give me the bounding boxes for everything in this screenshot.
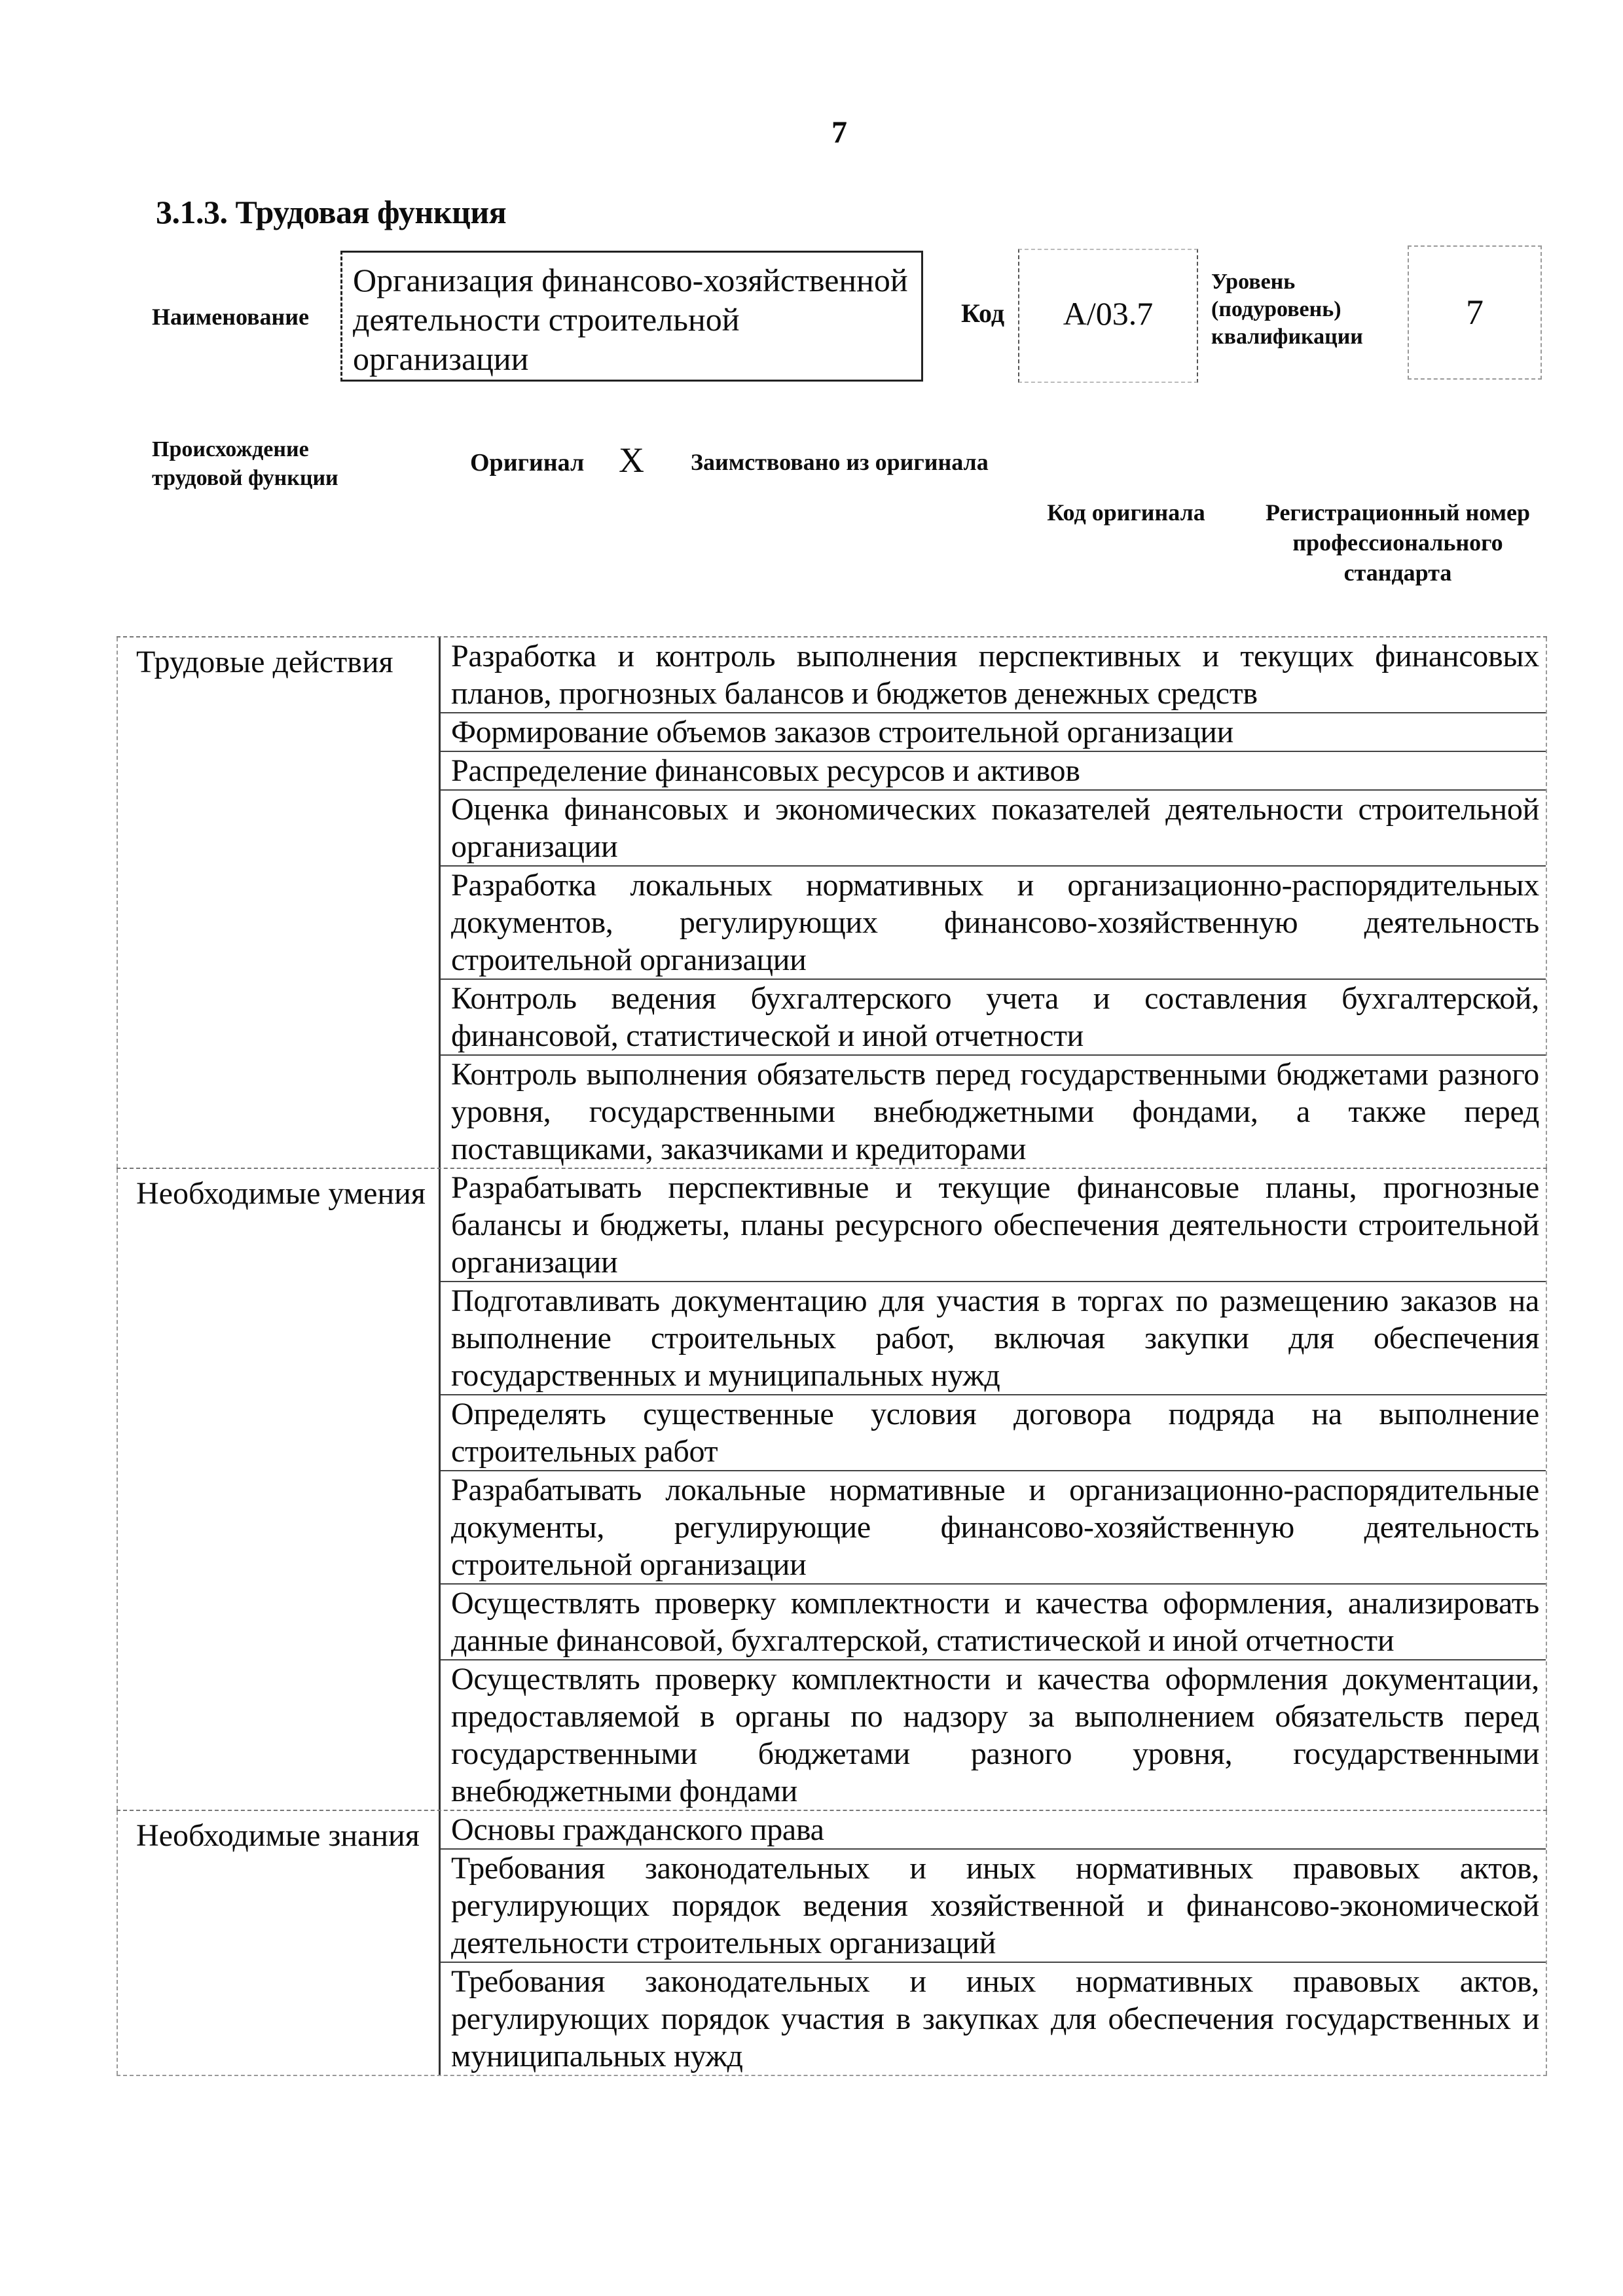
table-row: Требования законодательных и иных нормативных правовых актов, регулирующих порядок ведения хозяйственной и финансово-экономической деятельности строительных организаций xyxy=(441,1850,1546,1963)
table-row: Контроль ведения бухгалтерского учета и составления бухгалтерской, финансовой, статистической и иной отчетности xyxy=(441,980,1546,1056)
table-row: Осуществлять проверку комплектности и качества оформления, анализировать данные финансовой, бухгалтерской, статистической и иной отчетности xyxy=(441,1585,1546,1660)
section-label: Трудовые действия xyxy=(117,637,439,1168)
section-required-skills xyxy=(117,1168,1547,1810)
table-row: Основы гражданского права xyxy=(441,1811,1546,1850)
table-row: Распределение финансовых ресурсов и активов xyxy=(441,752,1546,791)
level-label: Уровень (подуровень) квалификации xyxy=(1211,270,1363,349)
table-row: Контроль выполнения обязательств перед государственными бюджетами разного уровня, государственными внебюджетными фондами, а также перед поставщиками, заказчиками и кредиторами xyxy=(451,1057,1539,1166)
functions-table xyxy=(117,636,1547,2076)
name-value: Организация финансово-хозяйственной деятельности строительной организации xyxy=(353,262,908,377)
origin-label: Происхождение трудовой функции xyxy=(152,437,338,490)
table-row: Разрабатывать локальные нормативные и организационно-распорядительные документы, регулирующие финансово-хозяйственную деятельность строительной организации xyxy=(441,1471,1546,1585)
table-row: Определять существенные условия договора подряда на выполнение строительных работ xyxy=(441,1395,1546,1471)
borrowed-label: Заимствовано из оригинала xyxy=(691,449,989,475)
table-row: Оценка финансовых и экономических показателей деятельности строительной организации xyxy=(441,791,1546,867)
section-label: Необходимые умения xyxy=(117,1169,439,1810)
table-row: Разрабатывать перспективные и текущие финансовые планы, прогнозные балансы и бюджеты, планы ресурсного обеспечения деятельности строительной организации xyxy=(441,1169,1546,1282)
table-row: Формирование объемов заказов строительной организации xyxy=(441,713,1546,752)
table-row: Подготавливать документацию для участия в торгах по размещению заказов на выполнение строительных работ, включая закупки для обеспечения государственных и муниципальных нужд xyxy=(441,1282,1546,1395)
code-label: Код xyxy=(961,298,1005,328)
table-row: Разработка локальных нормативных и организационно-распорядительных документов, регулирующих финансово-хозяйственную деятельность строительной организации xyxy=(441,867,1546,980)
table-row: Разработка и контроль выполнения перспективных и текущих финансовых планов, прогнозных балансов и бюджетов денежных средств xyxy=(441,637,1546,713)
table-row: Осуществлять проверку комплектности и качества оформления документации, предоставляемой в органы по надзору за выполнением обязательств перед государственными бюджетами разного уровня, государственными внебюджетными фондами xyxy=(451,1662,1539,1808)
registration-number-label: Регистрационный номер профессионального стандарта xyxy=(1265,499,1531,586)
original-code-label: Код оригинала xyxy=(1047,499,1205,526)
section-title: 3.1.3. Трудовая функция xyxy=(156,194,507,230)
table-row: Требования законодательных и иных нормативных правовых актов, регулирующих порядок участия в закупках для обеспечения государственных и муниципальных нужд xyxy=(451,1964,1539,2073)
level-value: 7 xyxy=(1408,245,1542,380)
section-labor-actions xyxy=(117,636,1547,1168)
section-items xyxy=(439,1169,1547,1810)
section-items xyxy=(439,1811,1547,2075)
section-required-knowledge xyxy=(117,1810,1547,2076)
section-label: Необходимые знания xyxy=(117,1811,439,2075)
section-items xyxy=(439,637,1547,1168)
code-value: A/03.7 xyxy=(1018,249,1198,383)
name-label: Наименование xyxy=(152,304,309,330)
original-mark: X xyxy=(619,440,644,480)
original-label: Оригинал xyxy=(470,449,585,476)
page-number: 7 xyxy=(831,115,847,150)
name-value-box xyxy=(340,251,923,382)
